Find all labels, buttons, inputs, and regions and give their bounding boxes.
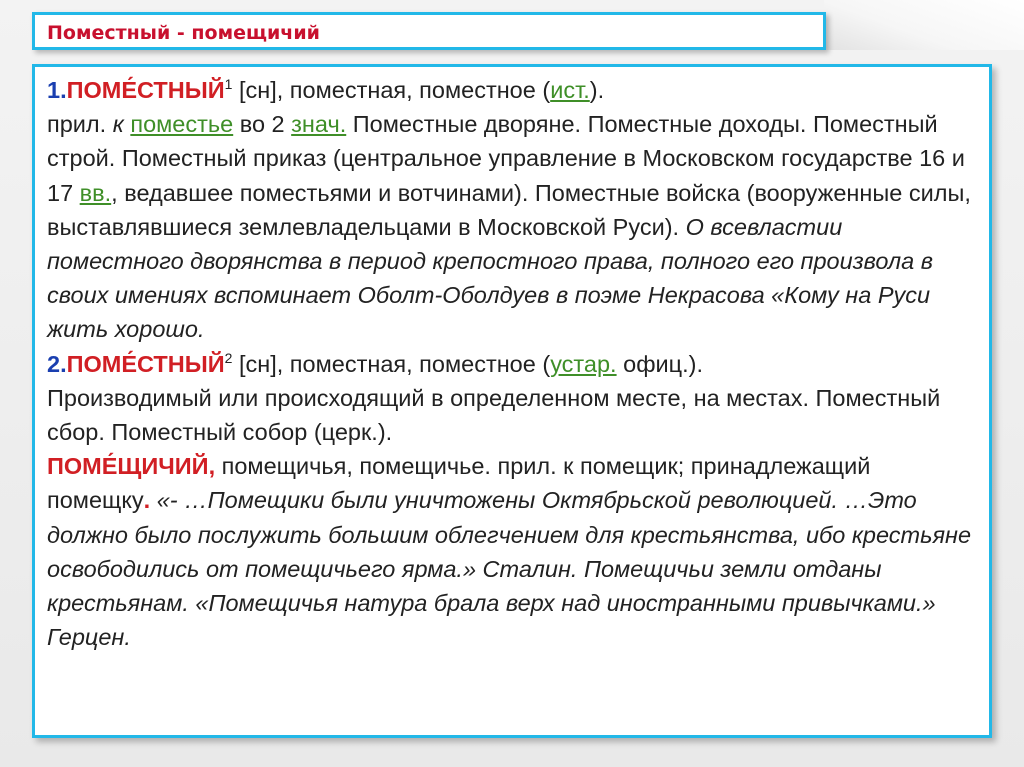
entry-3 — [47, 449, 977, 654]
entry-1-label-link[interactable]: ист. — [550, 77, 590, 103]
dictionary-text — [47, 73, 977, 654]
entry-1-number: 1. — [47, 77, 67, 103]
entry-1-examples: Поместные дворяне. Поместные доходы. Поместный строй. Поместный приказ (центральное управление в Московском государстве 16 и 17 — [47, 111, 965, 206]
entry-1-superscript: 1 — [224, 76, 233, 92]
entry-2 — [47, 347, 977, 450]
entry-1-pos: прил. — [47, 111, 113, 138]
entry-2-forms-end: офиц.). — [616, 350, 703, 377]
entry-2-label-link[interactable]: устар. — [550, 350, 617, 377]
entry-3-headword: ПОМЕ́ЩИЧИЙ — [47, 453, 209, 480]
entry-2-headword: ПОМЕ́СТНЫЙ — [66, 350, 225, 377]
entry-1-k: к — [112, 111, 124, 138]
entry-1-headword: ПОМЕ́СТНЫЙ — [66, 77, 225, 103]
entry-3-definition: помещичья, помещичье. прил. к помещик; принадлежащий помещку — [47, 453, 871, 514]
title-box — [32, 12, 826, 50]
entry-2-number: 2. — [47, 350, 67, 377]
slide-title: Поместный - помещичий — [47, 22, 320, 44]
entry-1-quote: О всевластии поместного дворянства в период крепостного права, полного его произвола в своих имениях вспоминает Оболт-Оболдуев в поэме Некрасова «Кому на Руси жить хорошо. — [47, 213, 934, 343]
entry-3-dot: . — [143, 487, 151, 514]
entry-2-forms: [сн], поместная, поместное ( — [232, 350, 551, 377]
entry-1-link-znach[interactable]: знач. — [291, 111, 347, 138]
entry-2-definition: Производимый или происходящий в определенном месте, на местах. Поместный сбор. Поместный собор (церк.). — [47, 384, 941, 446]
entry-3-quote: «- …Помещики были уничтожены Октябрьской революцией. …Это должно было послужить большим облегчением для крестьянства, ибо крестьяне освободились от помещичьего ярма.» Сталин. Помещичьи земли отданы крестьянам. «Помещичья натура брала верх над иностранными привычками.» Герцен. — [47, 487, 972, 651]
entry-1-forms-end: ). — [589, 77, 605, 103]
entry-1-link-vv[interactable]: вв. — [79, 179, 112, 206]
page-curl — [824, 0, 1024, 50]
entry-1-forms: [сн], поместная, поместное ( — [232, 77, 551, 103]
entry-1 — [47, 73, 977, 347]
entry-1-meaning-ref: во 2 — [233, 111, 292, 138]
dictionary-box — [32, 64, 992, 738]
entry-2-superscript: 2 — [224, 349, 233, 366]
entry-1-link-pomestye[interactable]: поместье — [130, 111, 234, 138]
entry-3-comma: , — [208, 453, 216, 480]
entry-1-examples-cont: , ведавшее поместьями и вотчинами). Поместные войска (вооруженные силы, выставлявшиеся землевладельцами в Московской Руси). — [47, 179, 971, 240]
